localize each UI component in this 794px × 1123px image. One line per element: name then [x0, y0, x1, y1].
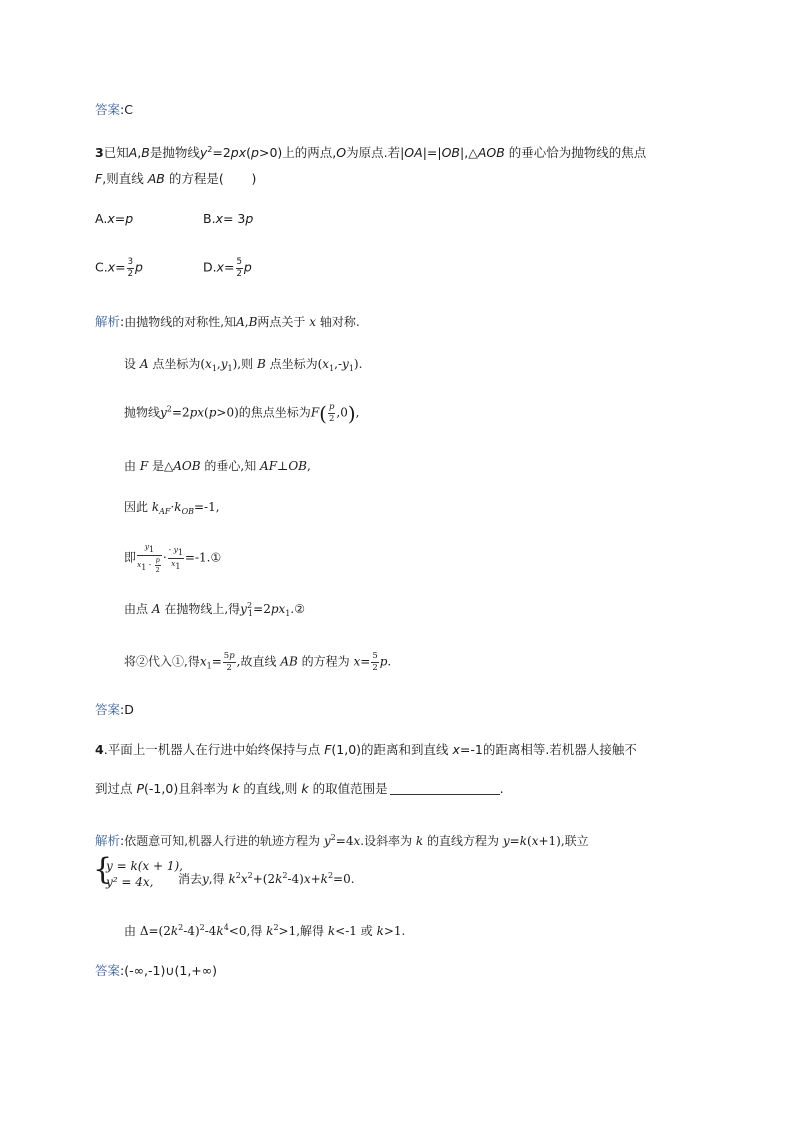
prev-answer: 答案:C: [95, 102, 133, 117]
q3-analysis-line7: 由点 A 在抛物线上,得$y^2_1=2px_1.②$: [124, 601, 305, 618]
q3-analysis-line6: 即 $y_1$ $x_1$ - $\frac{p}{2}$ · $\frac{- y_1}{x_1}$ =-1.①: [124, 542, 222, 574]
answer-value: (-∞,-1)∪(1,+∞): [124, 963, 218, 978]
q3-stem-line1: 3已知A,B是抛物线$y^2=2px(p>0)$上的两点,O为原点.若|OA|=|OB|,△AOB 的垂心恰为抛物线的焦点: [95, 145, 647, 160]
q4-stem-line2: 到过点 P(-1,0)且斜率为 k 的直线,则 k 的取值范围是 .: [95, 781, 504, 796]
q4-number: 4: [95, 742, 104, 757]
q3-option-c: C.x= $\frac{3}{2}$ p: [95, 257, 143, 279]
system-brace: {: [93, 852, 113, 887]
q4-stem-line1: 4.平面上一机器人在行进中始终保持与点 F(1,0)的距离和到直线 x=-1的距离相等.若机器人接触不: [95, 742, 637, 757]
answer-label: 答案: [95, 102, 121, 117]
q3-option-a: A.x=p: [95, 211, 134, 226]
q3-stem-line2: F,则直线 AB 的方程是( ): [95, 171, 257, 186]
q3-analysis-line8: 将②代入①,得$x_1=$ $\frac{5p}{2}$ ,故直线 AB 的方程为 x= $\frac{5}{2}$ p.: [124, 651, 392, 673]
answer-blank: [390, 784, 500, 795]
q3-analysis-line3: 抛物线$y^2=2px(p>0)$的焦点坐标为F( $\frac{p}{2}$ ,0),: [124, 401, 360, 426]
q4-system-eq2: y² = 4x,: [106, 875, 154, 889]
q4-eliminate: 消去y,得 $k^2x^2+(2k^2-4)x+k^2=0$.: [178, 871, 355, 886]
q3-analysis-line2: 设 A 点坐标为$(x_1,y_1)$,则 B 点坐标为$(x_1,-y_1)$.: [124, 357, 363, 373]
q3-analysis-line5: 因此 $k_{AF}\cdot k_{OB}=-1$,: [124, 500, 220, 516]
q3-analysis-line1: 解析:由抛物线的对称性,知A,B两点关于 x 轴对称.: [95, 314, 360, 329]
q3-option-d: D.x= $\frac{5}{2}$ p: [203, 257, 252, 279]
q4-system-eq1: y = k(x + 1),: [106, 859, 183, 873]
q3-number: 3: [95, 145, 104, 160]
q3-option-b: B.x= 3p: [203, 211, 254, 226]
analysis-label: 解析: [95, 314, 121, 329]
q3-answer: 答案:D: [95, 702, 134, 717]
answer-value: D: [124, 702, 134, 717]
q4-analysis-line1: 解析:依题意可知,机器人行进的轨迹方程为 $y^2=4x$.设斜率为 k 的直线方程为 y=k(x+1),联立: [95, 833, 589, 848]
q4-answer: 答案:(-∞,-1)∪(1,+∞): [95, 963, 218, 978]
q3-analysis-line4: 由 F 是△AOB 的垂心,知 AF⊥OB,: [124, 459, 311, 473]
q4-analysis-discriminant: 由 $\Delta=(2k^2-4)^2-4k^4<0$,得 $k^2>1$,解得 k<-1 或 k>1.: [124, 923, 406, 938]
answer-value: C: [124, 102, 133, 117]
